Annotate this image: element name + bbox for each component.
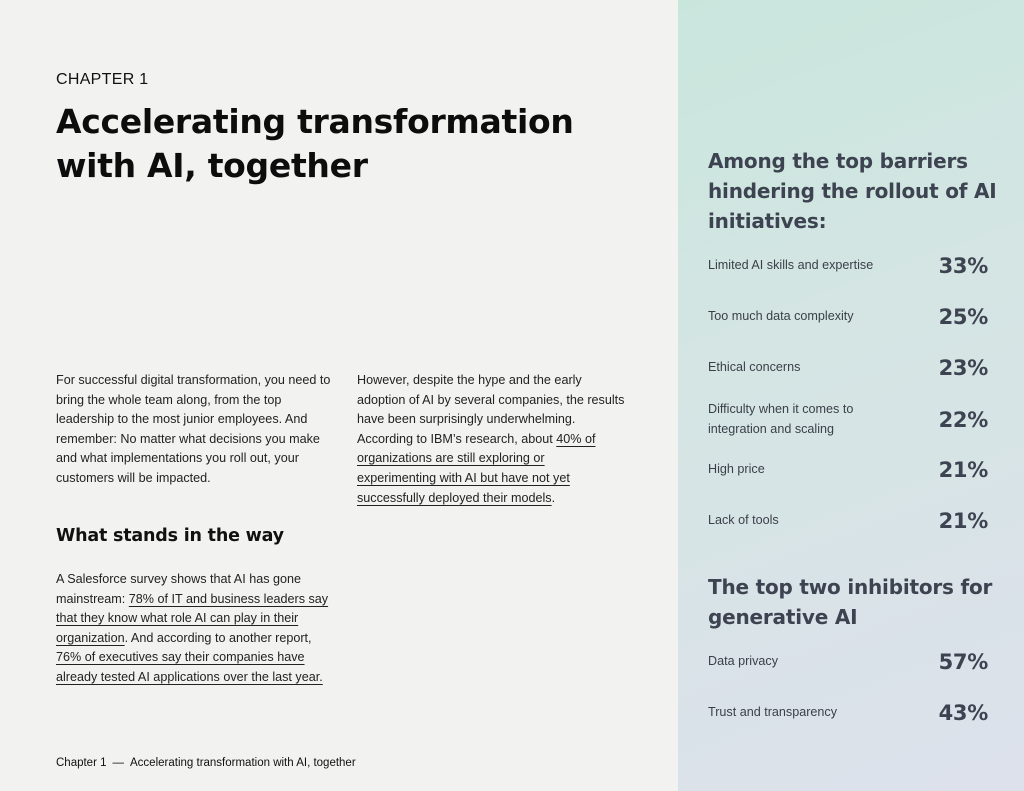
salesforce-paragraph (56, 570, 336, 688)
inhibitor-row-privacy (708, 650, 988, 674)
barrier-label: Too much data complexity (708, 309, 854, 324)
barrier-value: 21% (938, 509, 988, 533)
salesforce-text-1: A Salesforce survey shows that AI has gone mainstream: (56, 572, 302, 606)
salesforce-survey-link[interactable]: 78% of IT and business leaders say that they know what role AI can play in their organization (56, 591, 329, 645)
inhibitor-value: 43% (938, 701, 988, 725)
barrier-value: 25% (938, 305, 988, 329)
barrier-row-integration (708, 400, 988, 439)
barriers-heading: Among the top barriers hindering the rollout of AI initiatives: (708, 149, 997, 233)
chapter-label: CHAPTER 1 (56, 71, 149, 88)
ibm-research-link[interactable]: 40% of organizations are still exploring or experimenting with AI but have not yet successfully deployed their models (357, 431, 596, 505)
footer-separator: — (112, 757, 125, 769)
barrier-row-data-complexity (708, 305, 988, 329)
ibm-paragraph (357, 371, 627, 508)
inhibitor-value: 57% (938, 650, 988, 674)
chapter-title: Accelerating transformation with AI, together (56, 102, 574, 185)
barrier-value: 23% (938, 356, 988, 380)
footer-title: Accelerating transformation with AI, together (130, 757, 356, 769)
salesforce-text-2: . And according to another report, (124, 630, 312, 645)
barrier-row-tools (708, 509, 988, 533)
footer-chapter: Chapter 1 (56, 757, 107, 769)
inhibitors-heading: The top two inhibitors for generative AI (708, 575, 993, 629)
ibm-text-1: However, despite the hype and the early adoption of AI by several companies, the results have been surprisingly underwhelming. According to IBM’s research, about (357, 373, 625, 446)
inhibitor-label: Data privacy (708, 654, 778, 669)
barrier-label: Limited AI skills and expertise (708, 258, 874, 273)
barrier-row-price (708, 458, 988, 482)
ibm-text-2: . (551, 490, 556, 505)
barrier-value: 22% (938, 407, 988, 432)
executives-report-link[interactable]: 76% of executives say their companies have already tested AI applications over the last year. (56, 650, 323, 684)
inhibitor-label: Trust and transparency (708, 705, 838, 720)
section-heading: What stands in the way (56, 526, 284, 546)
intro-paragraph: For successful digital transformation, you need to bring the whole team along, from the top leadership to the most junior employees. And remember: No matter what decisions you make and what implementations you roll out, your customers will be impacted. (56, 373, 331, 485)
barrier-row-ethical (708, 356, 988, 380)
barrier-label: Ethical concerns (708, 360, 801, 375)
barrier-label: Lack of tools (708, 513, 779, 528)
barrier-label: Difficulty when it comes to integration and scaling (708, 402, 854, 436)
inhibitor-row-trust (708, 701, 988, 725)
barrier-value: 33% (938, 254, 988, 278)
barrier-label: High price (708, 462, 765, 477)
barrier-value: 21% (938, 458, 988, 482)
page-footer (56, 757, 356, 769)
barrier-row-skills (708, 254, 988, 278)
